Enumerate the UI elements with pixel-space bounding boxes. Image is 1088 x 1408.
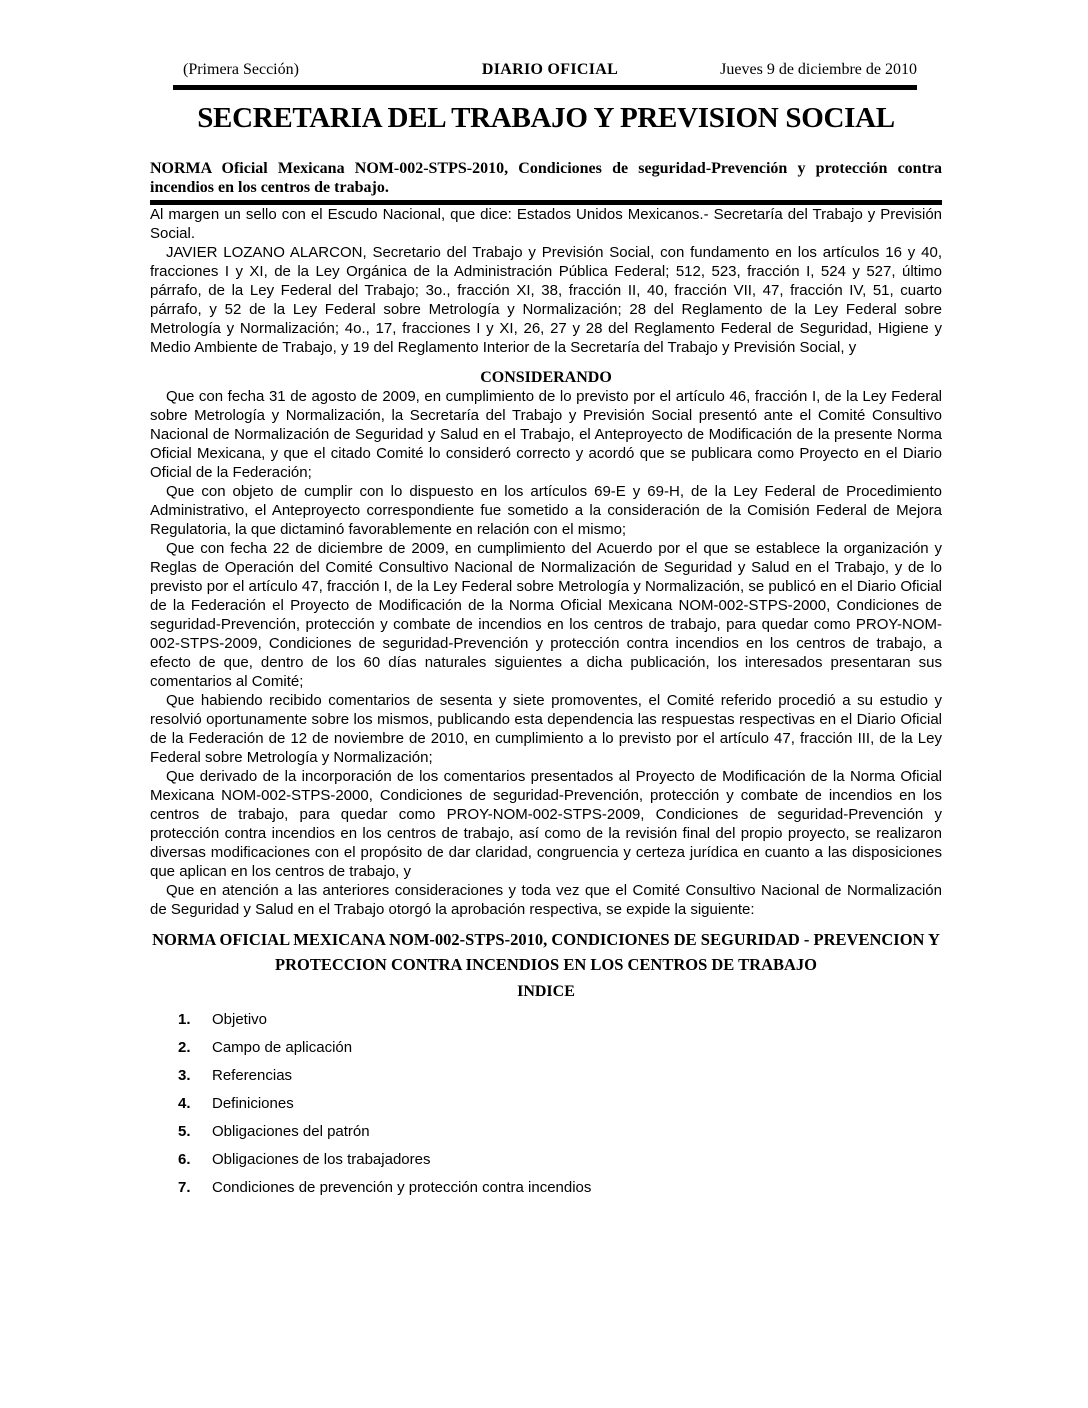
index-item-label: Definiciones <box>212 1095 294 1112</box>
considerando-paragraph: Que con fecha 22 de diciembre de 2009, en cumplimiento del Acuerdo por el que se establece la organización y Reglas de Operación del Comité Consultivo Nacional de Normalización de Seguridad y Salud en el Trabajo, y de lo previsto por el artículo 47, fracción I, de la Ley Federal sobre Metrología y Normalización, se publicó en el Diario Oficial de la Federación el Proyecto de Modificación de la Norma Oficial Mexicana NOM-002-STPS-2000, Condiciones de seguridad-Prevención, protección y combate de incendios en los centros de trabajo, para quedar como PROY-NOM-002-STPS-2009, Condiciones de seguridad-Prevención y protección contra incendios en los centros de trabajo, a efecto de que, dentro de los 60 días naturales siguientes a dicha publicación, los interesados presentaran sus comentarios al Comité; <box>150 540 942 690</box>
norm-official-title-line-2: PROTECCION CONTRA INCENDIOS EN LOS CENTROS DE TRABAJO <box>274 955 817 974</box>
norm-official-title-line-1: NORMA OFICIAL MEXICANA NOM-002-STPS-2010, CONDICIONES DE SEGURIDAD - PREVENCION Y <box>152 930 940 949</box>
index-item-label: Obligaciones de los trabajadores <box>212 1151 431 1168</box>
header-date-label: Jueves 9 de diciembre de 2010 <box>720 61 917 78</box>
index-item <box>150 1150 942 1169</box>
index-item-label: Obligaciones del patrón <box>212 1123 370 1140</box>
index-item <box>150 1010 942 1029</box>
indice-heading: INDICE <box>517 983 575 1000</box>
index-item-label: Condiciones de prevención y protección contra incendios <box>212 1179 592 1196</box>
index-list <box>150 1010 942 1197</box>
index-item <box>150 1178 942 1197</box>
index-item <box>150 1038 942 1057</box>
secretariat-title: SECRETARIA DEL TRABAJO Y PREVISION SOCIAL <box>197 102 895 134</box>
considerando-closing-paragraph: Que en atención a las anteriores consideraciones y toda vez que el Comité Consultivo Nacional de Normalización de Seguridad y Salud en el Trabajo otorgó la aprobación respectiva, se expide la siguiente: <box>150 882 942 918</box>
considerando-paragraph: Que con objeto de cumplir con lo dispuesto en los artículos 69-E y 69-H, de la Ley Federal de Procedimiento Administrativo, el Anteproyecto correspondiente fue sometido a la consideración de la Comisión Federal de Mejora Regulatoria, la que dictaminó favorablemente en relación con el mismo; <box>150 483 942 538</box>
seal-paragraph: Al margen un sello con el Escudo Nacional, que dice: Estados Unidos Mexicanos.- Secretaría del Trabajo y Previsión Social. <box>150 206 942 242</box>
index-item-number: 4. <box>178 1095 191 1112</box>
running-header <box>173 0 917 79</box>
index-item-number: 6. <box>178 1151 191 1168</box>
considerando-heading: CONSIDERANDO <box>480 369 612 386</box>
index-item-label: Campo de aplicación <box>212 1039 353 1056</box>
page-content <box>150 0 942 1197</box>
considerando-paragraph: Que con fecha 31 de agosto de 2009, en cumplimiento de lo previsto por el artículo 46, fracción I, de la Ley Federal sobre Metrología y Normalización, la Secretaría del Trabajo y Previsión Social presentó ante el Comité Consultivo Nacional de Normalización de Seguridad y Salud en el Trabajo, el Anteproyecto de Modificación de la presente Norma Oficial Mexicana, y que el citado Comité lo consideró correcto y acordó que se publicara como Proyecto en el Diario Oficial de la Federación; <box>150 388 942 481</box>
intro-paragraph: JAVIER LOZANO ALARCON, Secretario del Trabajo y Previsión Social, con fundamento en los artículos 16 y 40, fracciones I y XI, de la Ley Orgánica de la Administración Pública Federal; 512, 523, fracción I, 524 y 527, último párrafo, de la Ley Federal del Trabajo; 3o., fracción XI, 38, fracción II, 40, fracción VII, 47, fracción IV, 51, cuarto párrafo, y 52 de la Ley Federal sobre Metrología y Normalización; 28 del Reglamento de la Ley Federal sobre Metrología y Normalización; 4o., 17, fracciones I y XI, 26, 27 y 28 del Reglamento Federal de Seguridad, Higiene y Medio Ambiente de Trabajo, y 19 del Reglamento Interior de la Secretaría del Trabajo y Previsión Social, y <box>150 244 942 356</box>
considerando-paragraph: Que habiendo recibido comentarios de sesenta y siete promoventes, el Comité referido procedió a su estudio y resolvió oportunamente sobre los mismos, publicando esta dependencia las respuestas respectivas en el Diario Oficial de la Federación de 12 de noviembre de 2010, en cumplimiento a lo previsto por el artículo 47, fracción III, de la Ley Federal sobre Metrología y Normalización; <box>150 692 942 766</box>
header-rule <box>173 85 917 90</box>
index-item <box>150 1122 942 1141</box>
index-item-number: 2. <box>178 1039 191 1056</box>
index-item-number: 5. <box>178 1123 191 1140</box>
index-item-number: 1. <box>178 1011 191 1028</box>
considerando-paragraph: Que derivado de la incorporación de los comentarios presentados al Proyecto de Modificación de la Norma Oficial Mexicana NOM-002-STPS-2000, Condiciones de seguridad-Prevención, protección y combate de incendios en los centros de trabajo, para quedar como PROY-NOM-002-STPS-2009, Condiciones de seguridad-Prevención y protección contra incendios en los centros de trabajo, así como de la revisión final del propio proyecto, se realizaron diversas modificaciones con el propósito de dar claridad, congruencia y certeza jurídica en cuanto a las disposiciones que aplican en los centros de trabajo, y <box>150 768 942 880</box>
index-item-label: Objetivo <box>212 1011 268 1028</box>
index-item-number: 3. <box>178 1067 191 1084</box>
norm-heading: NORMA Oficial Mexicana NOM-002-STPS-2010, Condiciones de seguridad-Prevención y protección contra incendios en los centros de trabajo. <box>150 160 942 196</box>
norm-official-title <box>150 927 942 977</box>
header-section-label: (Primera Sección) <box>183 61 299 78</box>
index-item-label: Referencias <box>212 1067 293 1084</box>
index-item <box>150 1066 942 1085</box>
header-publication-label: DIARIO OFICIAL <box>481 61 619 78</box>
index-item <box>150 1094 942 1113</box>
index-item-number: 7. <box>178 1179 191 1196</box>
